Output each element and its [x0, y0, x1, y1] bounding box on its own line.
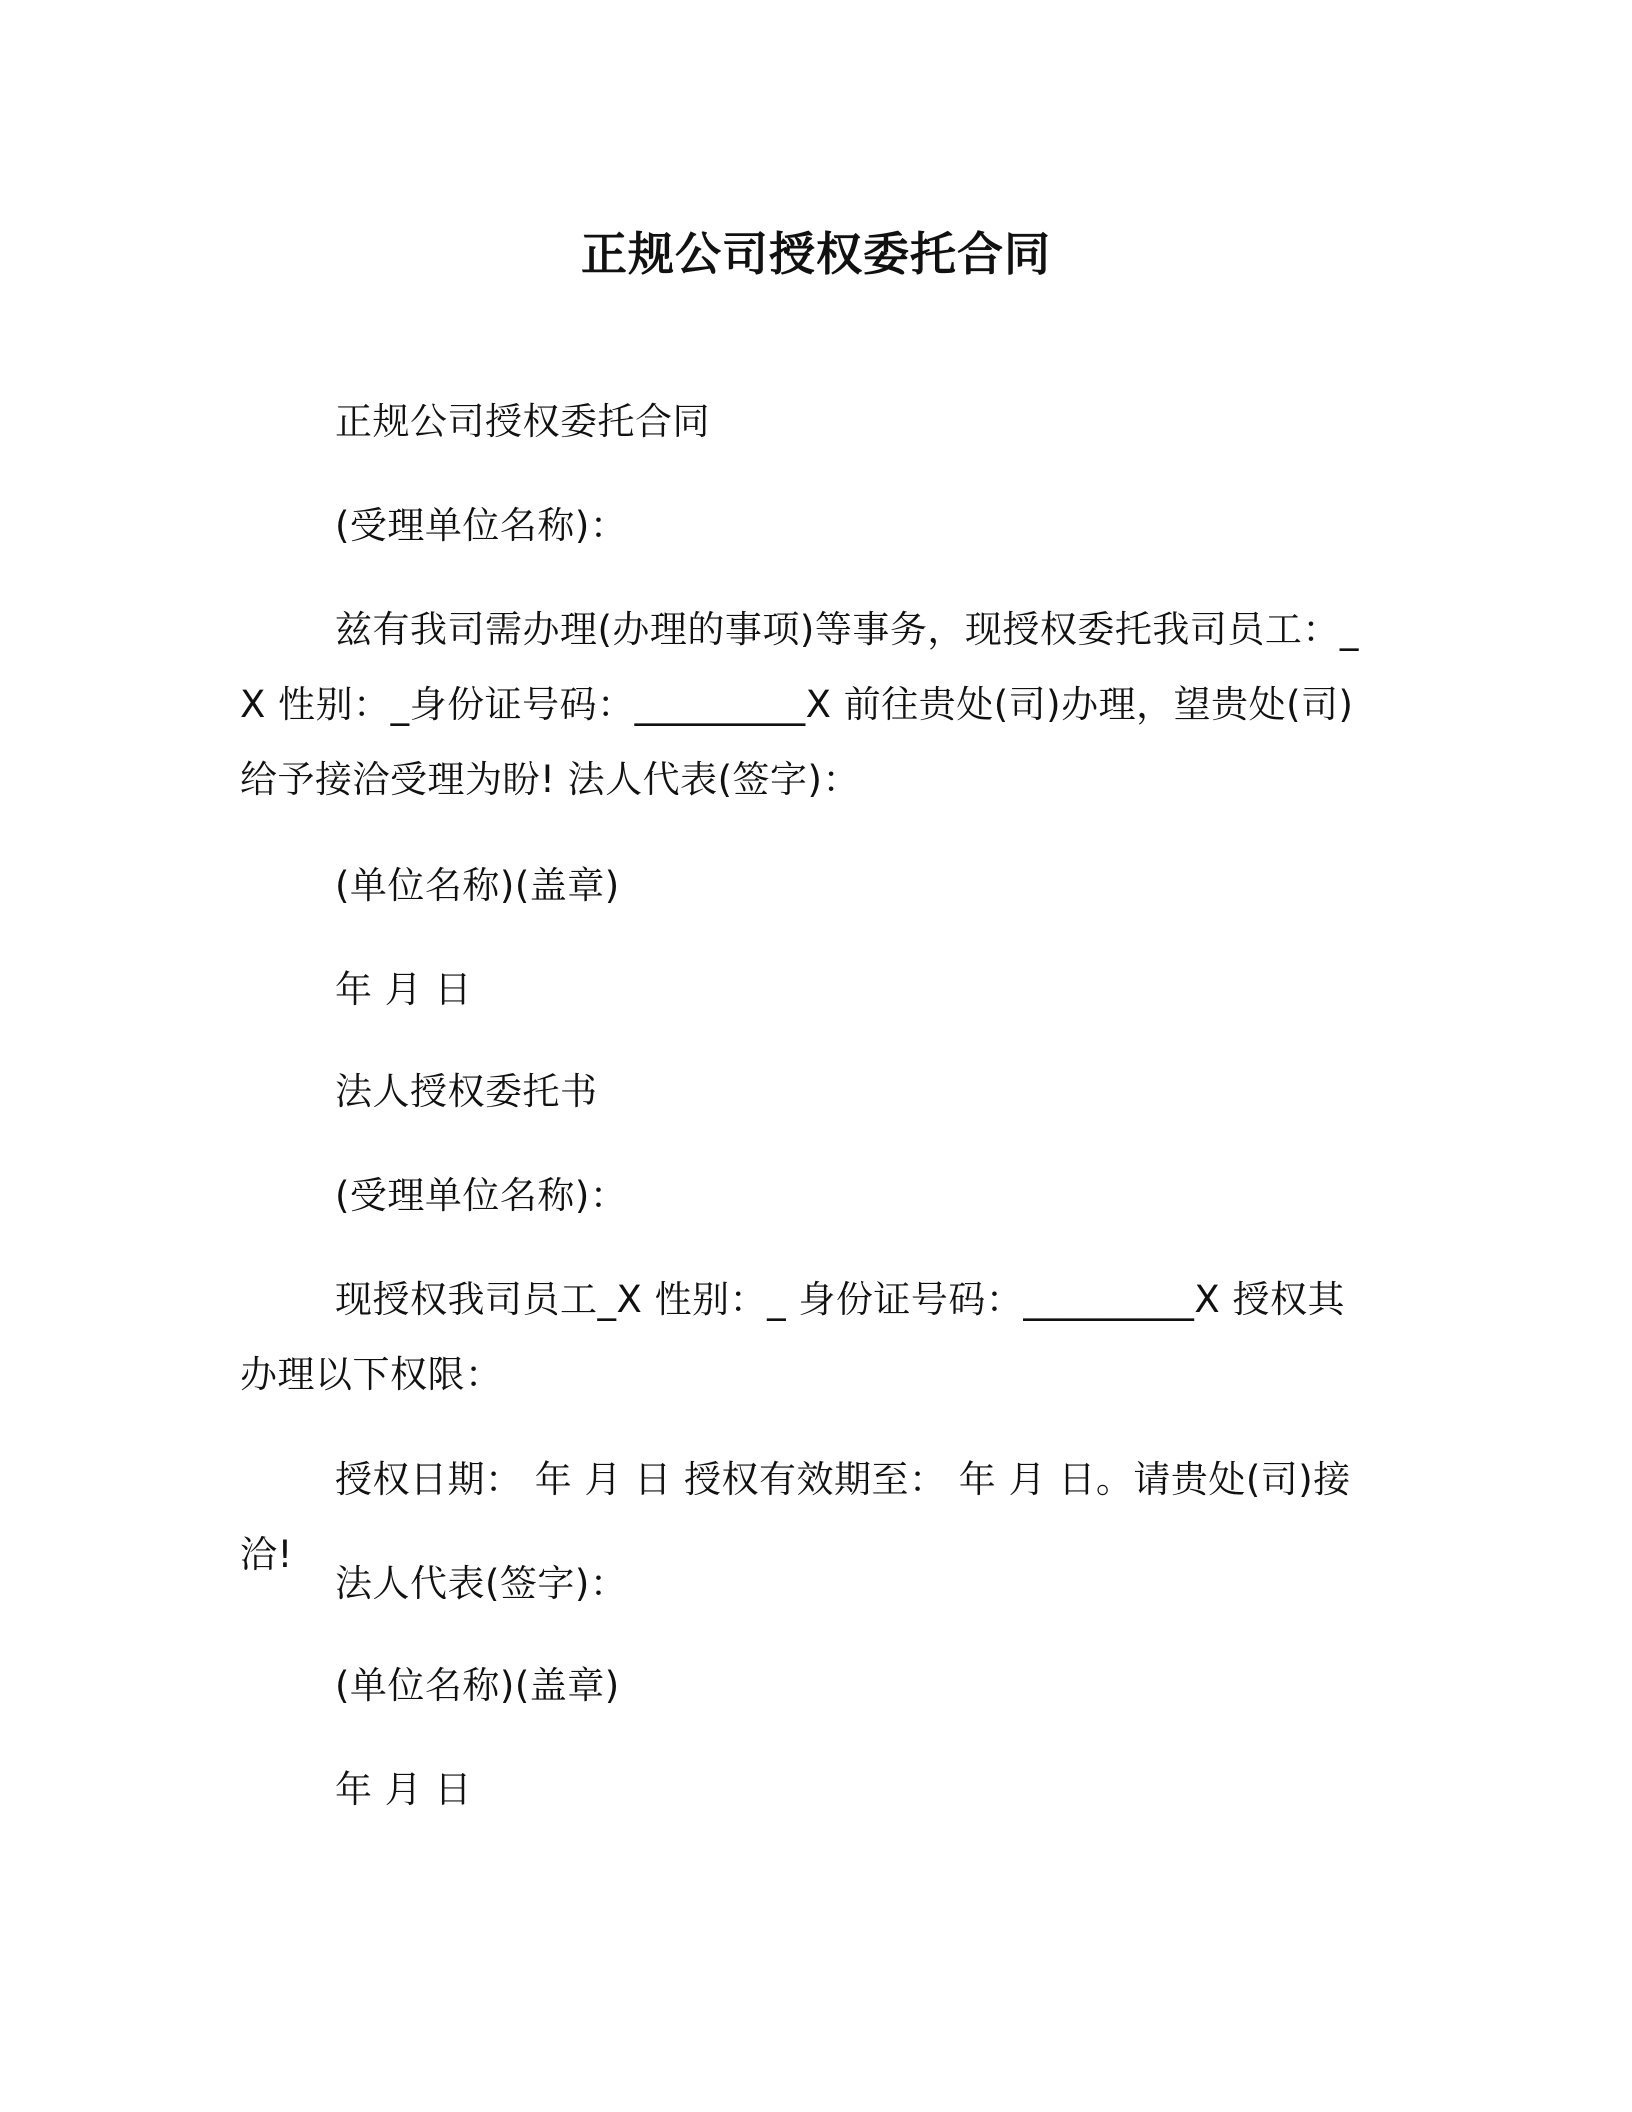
- paragraph-recipient: (受理单位名称)：: [335, 504, 628, 547]
- paragraph-recipient-2: (受理单位名称)：: [335, 1174, 628, 1217]
- paragraph-date-2: 年 月 日: [335, 1768, 473, 1811]
- paragraph-validity: 授权日期： 年 月 日 授权有效期至： 年 月 日。请贵处(司)接洽!: [240, 1458, 1351, 1576]
- paragraph-company-seal: (单位名称)(盖章): [335, 864, 620, 907]
- paragraph-heading: 正规公司授权委托合同: [335, 400, 710, 443]
- paragraph-authorization-body: 兹有我司需办理(办理的事项)等事务，现授权委托我司员工：_X 性别：_身份证号码：_________X 前往贵处(司)办理，望贵处(司)给予接洽受理为盼! 法人代表(签字)：: [240, 608, 1359, 801]
- document-title: 正规公司授权委托合同: [581, 227, 1051, 281]
- paragraph-date: 年 月 日: [335, 968, 473, 1011]
- paragraph-section-heading: 法人授权委托书: [335, 1070, 598, 1113]
- paragraph-legal-rep-signature: 法人代表(签字)：: [335, 1562, 628, 1605]
- paragraph-authorization-scope: 现授权我司员工_X 性别：_ 身份证号码：_________X 授权其办理以下权限：: [240, 1278, 1345, 1396]
- paragraph-company-seal-2: (单位名称)(盖章): [335, 1664, 620, 1707]
